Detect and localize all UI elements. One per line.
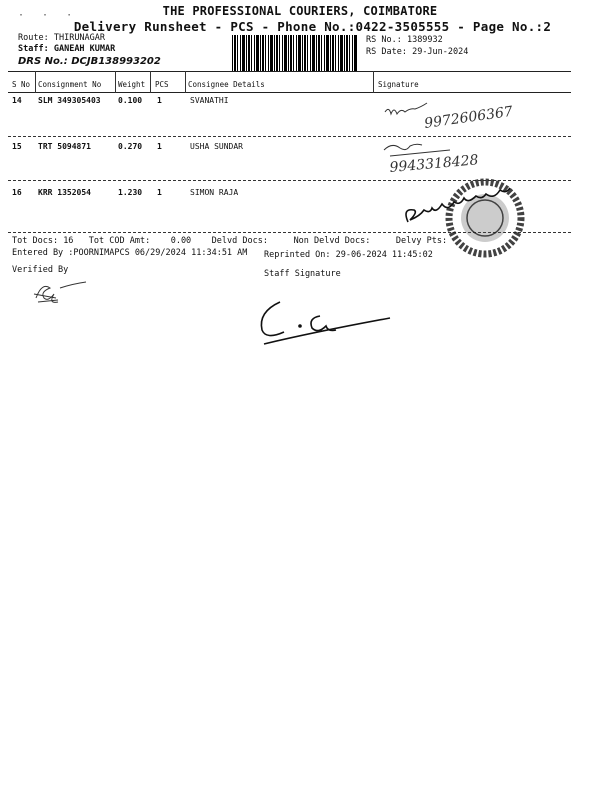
rs-date-line — [366, 47, 468, 57]
totals-line — [12, 236, 447, 246]
col-header-weight: Weight — [118, 80, 146, 89]
rs-date-value: 29-Jun-2024 — [412, 47, 469, 57]
rs-no-line — [366, 35, 443, 45]
rs-date-label: RS Date: — [366, 47, 407, 57]
stamp — [449, 182, 521, 254]
row-consignment: SLM 349305403 — [38, 96, 101, 105]
reprinted-on: Reprinted On: 29-06-2024 11:45:02 — [264, 250, 433, 260]
entered-by: Entered By :POORNIMAPCS 06/29/2024 11:34:51 AM — [12, 248, 248, 258]
row-consignee: SIMON RAJA — [190, 188, 239, 197]
row-sno: 16 — [12, 188, 22, 197]
route-label: Route: — [18, 33, 49, 43]
company-title: THE PROFESSIONAL COURIERS, COIMBATORE — [162, 4, 438, 18]
rs-no-label: RS No.: — [366, 35, 402, 45]
verified-signature — [30, 276, 100, 308]
scan-marks: · · · — [18, 10, 79, 21]
runsheet-subtitle: Delivery Runsheet - PCS - Phone No.:0422-3505555 - Page No.:2 — [73, 19, 552, 34]
col-divider — [35, 71, 36, 93]
route-line — [18, 33, 105, 43]
row-sno: 15 — [12, 142, 22, 151]
row-consignee: USHA SUNDAR — [190, 142, 243, 151]
staff-signature-label: Staff Signature — [264, 269, 341, 279]
signature-scribble — [384, 144, 422, 150]
delvd-docs-label: Delvd Docs: — [211, 236, 268, 246]
col-header-pcs: PCS — [155, 80, 169, 89]
tot-cod-value: 0.00 — [170, 236, 192, 246]
row-weight: 0.100 — [118, 96, 143, 105]
row-weight: 0.270 — [118, 142, 143, 151]
col-header-consignment: Consignment No — [38, 80, 102, 89]
table-top-border — [8, 71, 571, 72]
col-divider — [150, 71, 151, 93]
col-divider — [115, 71, 116, 93]
col-header-signature: Signature — [378, 80, 419, 89]
row-pcs: 1 — [157, 188, 162, 197]
row-consignment: TRT 5094871 — [38, 142, 91, 151]
staff-signature — [250, 288, 400, 350]
non-delvd-label: Non Delvd Docs: — [293, 236, 371, 246]
col-header-consignee: Consignee Details — [188, 80, 265, 89]
drs-label: DRS No.: — [18, 56, 68, 67]
drs-value: DCJB138993202 — [71, 56, 161, 67]
handwritten-phone: 9972606367 — [423, 103, 514, 132]
col-header-sno: S No — [12, 80, 31, 89]
row-pcs: 1 — [157, 96, 162, 105]
row-sno: 14 — [12, 96, 22, 105]
tot-docs-value: 16 — [63, 236, 74, 246]
tot-docs-label: Tot Docs: — [12, 236, 59, 246]
row-consignment: KRR 1352054 — [38, 188, 91, 197]
row-weight: 1.230 — [118, 188, 143, 197]
route-value: THIRUNAGAR — [53, 33, 106, 43]
barcode — [232, 35, 358, 71]
signature-scribble — [385, 103, 427, 114]
drs-line — [18, 56, 161, 67]
handwritten-phone: 9943318428 — [388, 152, 480, 176]
delvy-pts-label: Delvy Pts: — [395, 236, 448, 246]
row-pcs: 1 — [157, 142, 162, 151]
rs-no-value: 1389932 — [406, 35, 443, 45]
row-consignee: SVANATHI — [190, 96, 229, 105]
tot-cod-label: Tot COD Amt: — [88, 236, 151, 246]
col-divider — [185, 71, 186, 93]
staff-label: Staff: — [18, 44, 49, 54]
verified-by-label: Verified By — [12, 265, 69, 275]
staff-value: GANEAH KUMAR — [53, 44, 116, 54]
staff-line — [18, 44, 115, 54]
